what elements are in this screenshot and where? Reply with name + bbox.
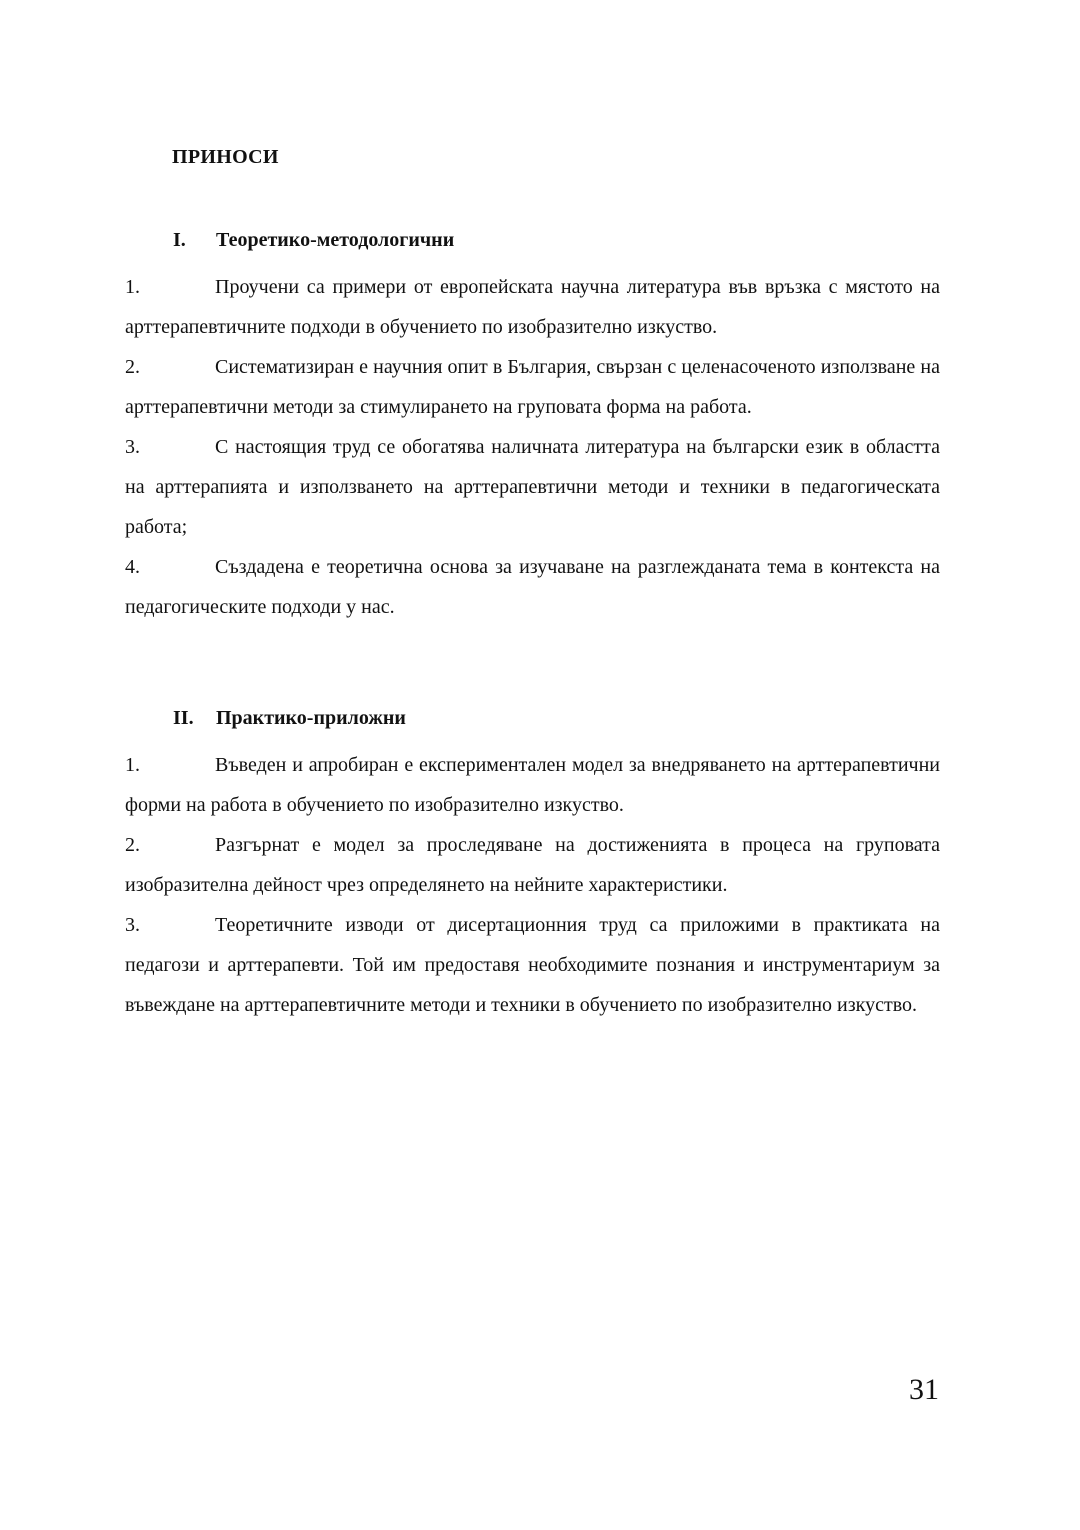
- section-numeral: II.: [173, 707, 194, 729]
- item-text: Проучени са примери от европейската научна литература във връзка с мястото на арттерапевтичните подходи в обучението по изобразително изкуство.: [125, 276, 940, 338]
- list-item: [125, 427, 940, 547]
- section-heading-text: Теоретико-методологични: [216, 229, 455, 251]
- item-text: Теоретичните изводи от дисертационния труд са приложими в практиката на педагози и арттерапевти. Той им предоставя необходимите познания и инструментариум за въвеждане на арттерапевтичните методи и техники в обучението по изобразително изкуство.: [125, 914, 940, 1016]
- item-number: 3.: [125, 436, 140, 458]
- contribution-list: [125, 267, 940, 627]
- item-text: Разгърнат е модел за проследяване на достиженията в процеса на груповата изобразителна дейност чрез определянето на нейните характеристики.: [125, 834, 940, 896]
- section-heading: [125, 705, 940, 731]
- section-numeral: I.: [173, 229, 186, 251]
- item-number: 2.: [125, 356, 140, 378]
- section-theoretical: [125, 227, 940, 627]
- item-number: 4.: [125, 556, 140, 578]
- item-number: 1.: [125, 754, 140, 776]
- list-item: [125, 905, 940, 1025]
- item-text: Създадена е теоретична основа за изучаване на разглежданата тема в контекста на педагогическите подходи у нас.: [125, 556, 940, 618]
- item-number: 2.: [125, 834, 140, 856]
- list-item: [125, 825, 940, 905]
- section-heading: [125, 227, 940, 253]
- item-text: С настоящия труд се обогатява наличната литература на български език в областта на арттерапията и използването на арттерапевтични методи и техники в педагогическата работа;: [125, 436, 940, 538]
- section-practical: [125, 705, 940, 1025]
- item-text: Въведен и апробиран е експериментален модел за внедряването на арттерапевтични форми на работа в обучението по изобразително изкуство.: [125, 754, 940, 816]
- item-number: 3.: [125, 914, 140, 936]
- item-text: Систематизиран е научния опит в България, свързан с целенасоченото използване на арттерапевтични методи за стимулирането на груповата форма на работа.: [125, 356, 940, 418]
- contribution-list: [125, 745, 940, 1025]
- list-item: [125, 267, 940, 347]
- item-number: 1.: [125, 276, 140, 298]
- section-heading-text: Практико-приложни: [216, 707, 406, 729]
- page-number: 31: [909, 1373, 939, 1406]
- list-item: [125, 347, 940, 427]
- list-item: [125, 745, 940, 825]
- page-title: ПРИНОСИ: [172, 146, 279, 168]
- list-item: [125, 547, 940, 627]
